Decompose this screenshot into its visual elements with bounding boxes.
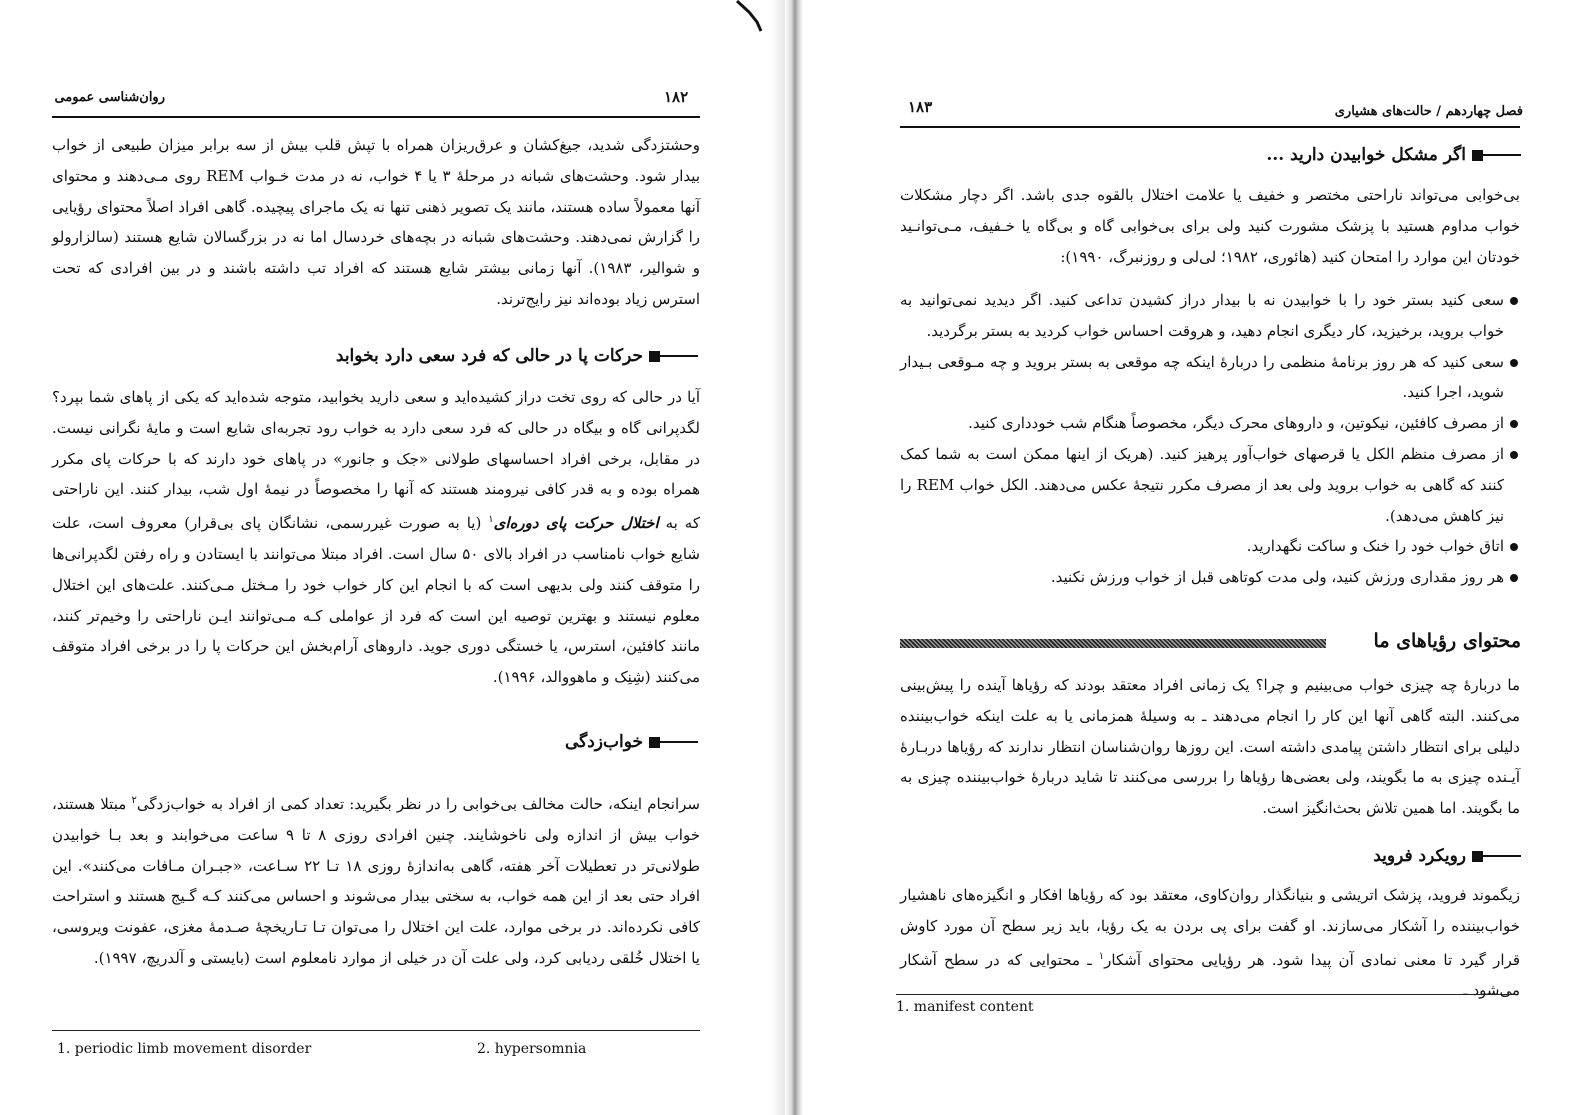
list-item: سعی کنید بستر خود را با خوابیدن نه با بیدار دراز کشیدن تداعی کنید. اگر دیدید نمی‌توانید به خواب بروید، برخیزید، کار دیگری انجام دهید، و هروقت احساس خواب کردید به بستر برگردید. (900, 285, 1520, 347)
running-header-title: فصل چهاردهم / حالت‌های هشیاری (1334, 104, 1523, 119)
page-number: ۱۸۳ (908, 98, 933, 116)
para-text: ـ محتوایی که در سطح آشکار می‌شود ـ (900, 950, 1520, 1000)
section-heading-hypersomnia (565, 732, 698, 752)
section-heading-leg-movements (336, 346, 698, 366)
page-number: ۱۸۲ (664, 88, 689, 106)
footnote-1: 1. periodic limb movement disorder (57, 1041, 312, 1057)
paragraph-insomnia-intro: بی‌خوابی می‌تواند ناراحتی مختصر و خفیف یا علامت اختلال بالقوه جدی باشد. اگر دچار مشکلات خواب مداوم هستید با پزشک مشورت کنید ولی برای بی‌خوابی گاه و بی‌گاه یا خـفیف، مـی‌توانـید خودتان این موارد را امتحان کنید (هائوری، ۱۹۸۲؛ لی‌لی و روزنبرگ، ۱۹۹۰): (900, 186, 1520, 266)
section-heading-freud (1373, 846, 1521, 866)
running-header-title: روان‌شناسی عمومی (54, 90, 165, 105)
footnote-2: 2. hypersomnia (477, 1041, 587, 1057)
list-item: از مصرف منظم الکل یا قرصهای خواب‌آور پرهیز کنید. (هریک از اینها ممکن است به شما کمک کنند که گاهی به خواب بروید ولی بعد از مصرف مکرر نتیجۀ عکس می‌دهند. الکل خواب REM را نیز کاهش می‌دهد). (900, 439, 1520, 531)
header-rule (52, 116, 700, 118)
term-emphasis: اختلال حرکت پای دوره‌ای (493, 514, 659, 533)
footnote-rule (896, 994, 1516, 995)
left-page (0, 0, 785, 1115)
section-marker-icon (649, 737, 698, 748)
list-item: هر روز مقداری ورزش کنید، ولی مدت کوتاهی قبل از خواب ورزش نکنید. (900, 562, 1520, 593)
paragraph-freud (900, 880, 1520, 1006)
section-hatch-bar (900, 639, 1326, 648)
section-marker-icon (1472, 150, 1521, 161)
header-rule (900, 126, 1520, 128)
list-item: سعی کنید که هر روز برنامۀ منظمی را دربارۀ اینکه چه موقعی به بستر بروید و چه مـوقعی بـیدار شوید، اجرا کنید. (900, 347, 1520, 409)
section-title-dream-content: محتوای رؤیاهای ما (1373, 630, 1521, 652)
heading-text: اگر مشکل خوابیدن دارید ... (1266, 145, 1466, 165)
para-text: (یا به صورت غیررسمی، نشانگان پای بی‌قرار) معروف است، علت شایع خواب نامناسب در افراد بالای ۵۰ سال است. افراد مبتلا می‌توانند با ایستادن و راه رفتن لگدپرانی‌ها را متوقف کنند ولی بدیهی است که با انجام این کار خواب خود را مـختل مـی‌کنند. علت‌های این اختلال معلوم نیستند و بهترین توصیه این است که فرد از عواملی کـه مـی‌توانند ایـن ناراحتی را وخیم‌تر کنند، مانند کافئین، استرس، یا خستگی دوری جوید. داروهای آرام‌بخش این حرکات پا را در برخی افراد متوقف می‌کنند (شِنِک و ماهووالد، ۱۹۹۶). (52, 514, 700, 687)
section-marker-icon (1472, 851, 1521, 862)
paragraph-hypersomnia (52, 786, 700, 974)
section-heading-sleep-problems (1266, 145, 1521, 165)
right-page (803, 0, 1594, 1115)
list-item: اتاق خواب خود را خنک و ساکت نگهدارید. (900, 531, 1520, 562)
heading-text: حرکات پا در حالی که فرد سعی دارد بخوابد (335, 346, 643, 366)
para-text: زیگموند فروید، پزشک اتریشی و بنیانگذار روان‌کاوی، معتقد بود که رؤیاها افکار و انگیزه‌های ناهشیار خواب‌بیننده را آشکار می‌سازند. او گفت برای پی بردن به یک رؤیا، باید زیر سطح آن مورد کاوش قرار گیرد تا معنی نمادی آن پیدا شود. هر رؤیایی محتوای آشکار (900, 886, 1520, 969)
sleep-tips-list (900, 285, 1520, 593)
footnote-rule (52, 1030, 700, 1031)
para-text: آیا در حالی که روی تخت دراز کشیده‌اید و سعی دارید بخوابید، متوجه شده‌اید که یکی از پاهای شما بپرد؟ لگدپرانی گاه و بیگاه در حالی که فرد سعی دارد به خواب رود تجربه‌ای شایع است و مایۀ نگرانی نیست. در مقابل، برخی افراد احساسهای طولانی «جک و جانور» در پاهای خود دارند که با حرکات پای مکرر همراه بوده و به قدر کافی نیرومند هستند که آنها را مخصوصاً در نیمۀ اول شب، بیدار کنند. این ناراحتی که به (52, 388, 700, 533)
footnote-ref: ۱ (1098, 950, 1105, 962)
heading-text: رویکرد فروید (1373, 846, 1466, 866)
footnote-1: 1. manifest content (896, 999, 1034, 1015)
section-marker-icon (649, 351, 698, 362)
heading-text: خواب‌زدگی (564, 732, 643, 752)
footnote-ref: ۲ (131, 795, 137, 806)
paragraph-night-terrors: وحشتزدگی شدید، جیغ‌کشان و عرق‌ریزان همراه با تپش قلب بیش از سه برابر میزان طبیعی از خواب بیدار شود. وحشت‌های شبانه در مرحلۀ ۳ یا ۴ خواب، نه در مدت خـواب REM روی مـی‌دهند و محتوای آنها معمولاً ساده هستند، مانند یک تصویر ذهنی تنها نه یک ماجرای پیچیده. گاهی افراد اصلاً محتوای رؤیایی را گزارش نمی‌دهند. وحشت‌های شبانه در بچه‌های خردسال اما نه در بزرگسالان شایع هستند (سالزارولو و شوالیر، ۱۹۸۳). آنها زمانی بیشتر شایع هستند که افراد تب داشته باشند و در بین افرادی که تحت استرس زیاد بوده‌اند نیز رایج‌ترند. (52, 136, 700, 308)
paragraph-periodic-limb (52, 382, 700, 693)
list-item: از مصرف کافئین، نیکوتین، و داروهای محرک دیگر، مخصوصاً هنگام شب خودداری کنید. (900, 408, 1520, 439)
paragraph-dream-content: ما دربارۀ چه چیزی خواب می‌بینیم و چرا؟ یک زمانی افراد معتقد بودند که رؤیاها آینده را پیش‌بینی می‌کنند. البته گاهی آنها این کار را انجام می‌دهند ـ به وسیلۀ همزمانی یا به علت اینکه خواب‌بیننده دلیلی برای انتظار داشتن پیامدی داشته است. این روزها روان‌شناسان انتظار ندارند که رؤیاها دربـارۀ آیـنده چیزی به ما بگویند، ولی بعضی‌ها رؤیاها را بررسی می‌کنند تا شاید دربارۀ خواب‌بیننده چیزی به ما بگویند. اما همین تلاش بحث‌انگیز است. (900, 676, 1520, 818)
footnote-ref: ۱ (488, 514, 494, 526)
para-text: سرانجام اینکه، حالت مخالف بی‌خوابی را در نظر بگیرید: تعداد کمی از افراد به خواب‌زدگی (136, 795, 700, 813)
para-text: مبتلا هستند، خواب بیش از اندازه ولی ناخوشایند. چنین افرادی روزی ۸ تا ۹ ساعت می‌خوابند و بعد بـا خوابیدن طولانی‌تر در تعطیلات آخر هفته، گاهی به‌اندازۀ روزی ۱۸ تـا ۲۲ سـاعت، «جبـران مـافات می‌کنند». این افراد حتی بعد از این همه خواب، به سختی بیدار می‌شوند و احساس می‌کنند کـه گـیج هستند و استراحت کافی نکرده‌اند. در برخی موارد، علت این اختلال را می‌توان تـا تـاریخچۀ صـدمۀ مغزی، عفونت ویروسی، یا اختلال خُلقی ردیابی کرد، ولی علت آن در خیلی از موارد نامعلوم است (بایستی و آلدریچ، ۱۹۹۷). (52, 795, 700, 967)
page-gutter (785, 0, 803, 1115)
